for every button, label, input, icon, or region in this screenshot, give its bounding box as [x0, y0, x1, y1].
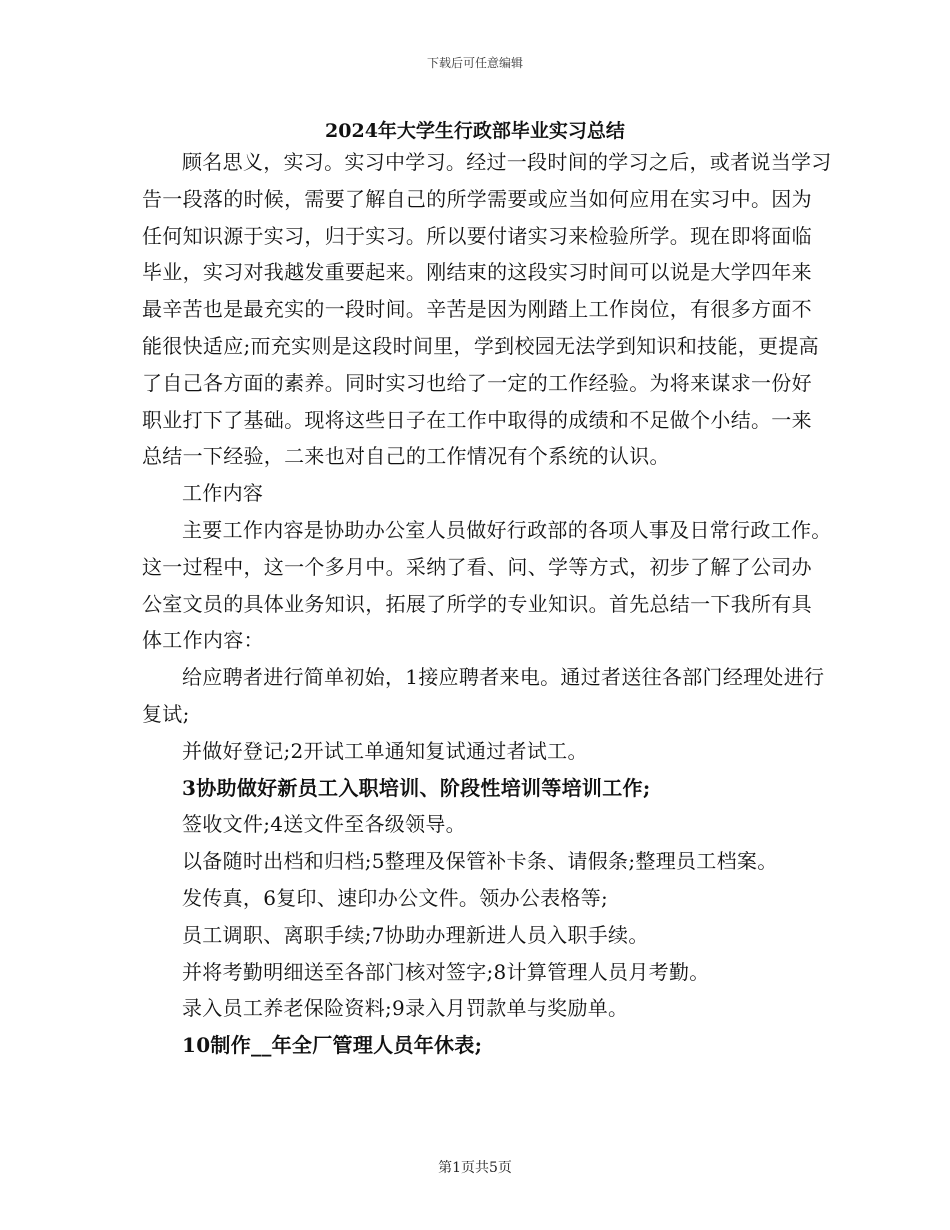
- paragraph-intro: 顾名思义，实习。实习中学习。经过一段时间的学习之后，或者说当学习告一段落的时候，需要了解自己的所学需要或应当如何应用在实习中。因为任何知识源于实习，归于实习。所以要付诸实习来检验所学。现在即将面临毕业，实习对我越发重要起来。刚结束的这段实习时间可以说是大学四年来最辛苦也是最充实的一段时间。辛苦是因为刚踏上工作岗位，有很多方面不能很快适应;而充实则是这段时间里，学到校园无法学到知识和技能，更提高了自己各方面的素养。同时实习也给了一定的工作经验。为将来谋求一份好职业打下了基础。现将这些日子在工作中取得的成绩和不足做个小结。一来总结一下经验，二来也对自己的工作情况有个系统的认识。: [142, 150, 832, 469]
- work-item-6: 发传真，6复印、速印办公文件。领办公表格等;: [182, 885, 609, 910]
- work-item-10: 10制作__年全厂管理人员年休表;: [182, 1033, 483, 1058]
- header-note: 下载后可任意编辑: [426, 56, 523, 70]
- work-item-9: 录入员工养老保险资料;9录入月罚款单与奖励单。: [182, 996, 629, 1021]
- work-item-5: 以备随时出档和归档;5整理及保管补卡条、请假条;整理员工档案。: [182, 849, 778, 874]
- work-item-2: 并做好登记;2开试工单通知复试通过者试工。: [182, 738, 588, 763]
- paragraph-work-summary: 主要工作内容是协助办公室人员做好行政部的各项人事及日常行政工作。这一过程中，这一个多月中。采纳了看、问、学等方式，初步了解了公司办公室文员的具体业务知识，拓展了所学的专业知识。首先总结一下我所有具体工作内容：: [142, 517, 832, 653]
- work-item-1: 给应聘者进行简单初始，1接应聘者来电。通过者送往各部门经理处进行复试;: [142, 665, 825, 726]
- document-title: 2024年大学生行政部毕业实习总结: [325, 120, 625, 142]
- work-item-7: 员工调职、离职手续;7协助办理新进人员入职手续。: [182, 922, 649, 947]
- section-heading-work-content: 工作内容: [182, 481, 264, 506]
- work-item-4: 签收文件;4送文件至各级领导。: [182, 812, 466, 837]
- document-body: [142, 144, 832, 1064]
- page-footer: 第1页共5页: [438, 1160, 512, 1176]
- work-item-3: 3协助做好新员工入职培训、阶段性培训等培训工作;: [182, 775, 651, 800]
- work-item-8: 并将考勤明细送至各部门核对签字;8计算管理人员月考勤。: [182, 959, 710, 984]
